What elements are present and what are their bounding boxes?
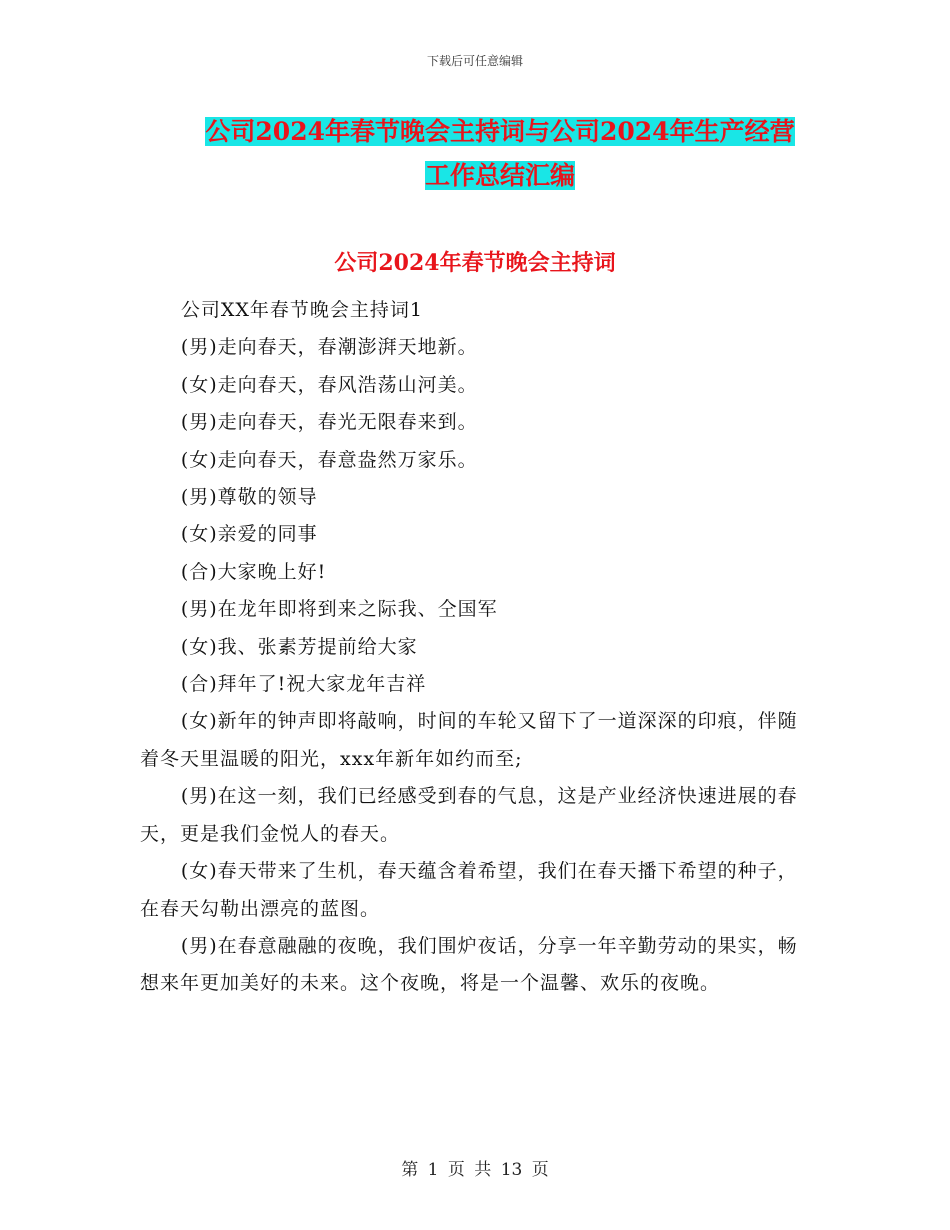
paragraph: (男)在这一刻，我们已经感受到春的气息，这是产业经济快速进展的春天，更是我们金悦人的春天。 xyxy=(140,785,798,845)
document-title xyxy=(190,110,810,198)
paragraph: (男)在龙年即将到来之际我、仝国军 xyxy=(180,598,498,621)
paragraph: (女)春天带来了生机，春天蕴含着希望，我们在春天播下希望的种子，在春天勾勒出漂亮的蓝图。 xyxy=(140,860,798,920)
paragraph: (女)走向春天，春意盎然万家乐。 xyxy=(180,448,478,471)
paragraph: (女)我、张素芳提前给大家 xyxy=(180,635,418,658)
paragraph: (男)在春意融融的夜晚，我们围炉夜话，分享一年辛勤劳动的果实，畅想来年更加美好的未来。这个夜晚，将是一个温馨、欢乐的夜晚。 xyxy=(140,934,798,995)
paragraph: (男)走向春天，春潮澎湃天地新。 xyxy=(180,336,478,359)
section-title: 公司2024年春节晚会主持词 xyxy=(334,250,616,276)
paragraph: (女)亲爱的同事 xyxy=(180,523,318,546)
body-text xyxy=(140,292,810,1003)
document-title-line-1: 公司2024年春节晚会主持词与公司2024年生产经营 xyxy=(205,117,795,146)
paragraph: (女)新年的钟声即将敲响，时间的车轮又留下了一道深深的印痕，伴随着冬天里温暖的阳光，xxx年新年如约而至; xyxy=(140,710,798,770)
document-title-line-2: 工作总结汇编 xyxy=(424,161,575,190)
header-note: 下载后可任意编辑 xyxy=(426,54,523,68)
paragraph: 公司XX年春节晚会主持词1 xyxy=(180,299,423,321)
page-footer: 第 1 页 共 13 页 xyxy=(401,1160,549,1180)
paragraph: (男)走向春天，春光无限春来到。 xyxy=(180,411,478,434)
paragraph: (女)走向春天，春风浩荡山河美。 xyxy=(180,373,478,396)
paragraph: (男)尊敬的领导 xyxy=(180,486,318,509)
paragraph: (合)拜年了!祝大家龙年吉祥 xyxy=(180,673,427,696)
paragraph: (合)大家晚上好! xyxy=(180,560,327,583)
